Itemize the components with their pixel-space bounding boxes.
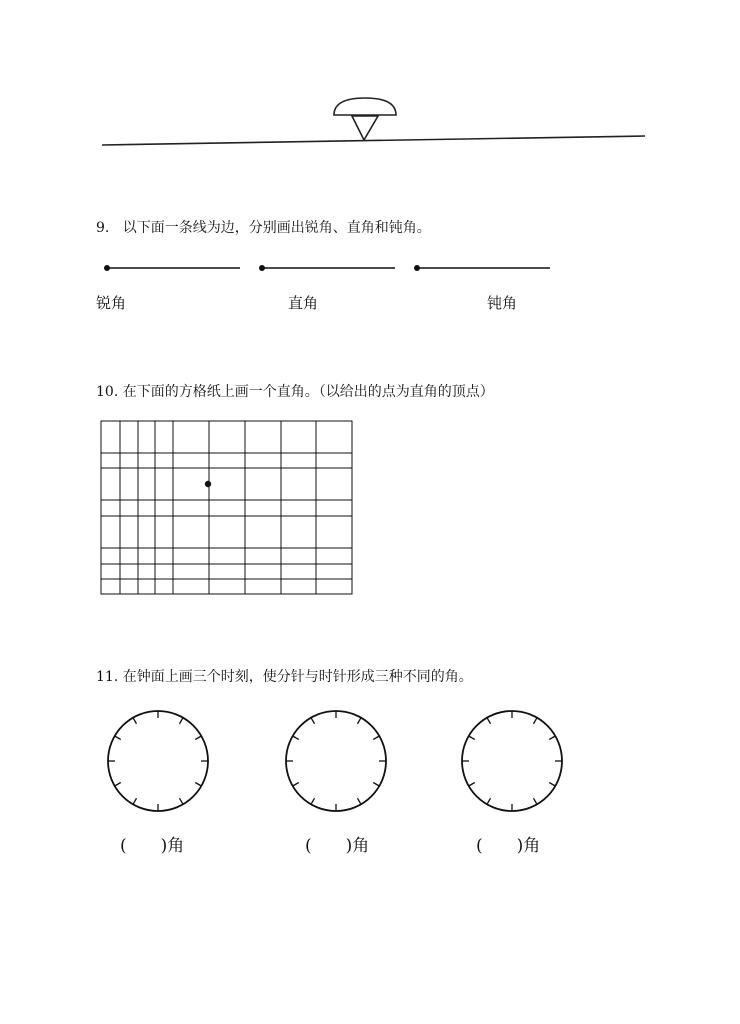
clock-tick [115, 783, 121, 787]
clock-dial [286, 711, 386, 811]
clock-tick [487, 798, 491, 804]
question-11 [96, 666, 473, 686]
clock-tick [549, 736, 555, 740]
question-9-text: 以下面一条线为边，分别画出锐角、直角和钝角。 [122, 220, 431, 236]
clock-tick [180, 718, 184, 724]
grid-border [101, 421, 352, 594]
horizontal-line [102, 136, 645, 145]
pin-head [334, 98, 396, 115]
clock-tick [293, 736, 299, 740]
clock-tick [293, 783, 299, 787]
pin-point [352, 116, 378, 140]
clock-dial [108, 711, 208, 811]
clock-face-1 [108, 711, 208, 811]
clock-tick [534, 718, 538, 724]
clock-tick [311, 798, 315, 804]
clock-tick [115, 736, 121, 740]
clock-tick [133, 798, 137, 804]
clock-faces [0, 700, 740, 820]
clock-dial [462, 711, 562, 811]
clock-2-answer-blank: ( )角 [305, 836, 370, 856]
question-9 [96, 217, 431, 237]
question-11-number: 11. [96, 669, 119, 685]
label-right-angle: 直角 [288, 294, 319, 312]
clock-tick [534, 798, 538, 804]
clock-tick [373, 736, 379, 740]
clock-tick [133, 718, 137, 724]
clock-tick [358, 718, 362, 724]
clock-tick [311, 718, 315, 724]
clock-3-answer-blank: ( )角 [476, 836, 541, 856]
clock-face-2 [286, 711, 386, 811]
question-9-number: 9. [96, 220, 110, 236]
clock-tick [373, 783, 379, 787]
clock-tick [195, 783, 201, 787]
clock-tick [195, 736, 201, 740]
clock-tick [487, 718, 491, 724]
question-11-text: 在钟面上画三个时刻，使分针与时针形成三种不同的角。 [122, 669, 473, 685]
clock-1-answer-blank: ( )角 [120, 836, 185, 856]
vertex-point [205, 481, 211, 487]
label-obtuse-angle: 钝角 [487, 294, 518, 312]
pin-on-line-figure [0, 0, 740, 180]
angle-base-rays [0, 255, 740, 295]
clock-face-3 [462, 711, 562, 811]
clock-tick [469, 736, 475, 740]
question-10-text: 在下面的方格纸上画一个直角。（以给出的点为直角的顶点） [122, 384, 494, 400]
question-10 [96, 381, 494, 401]
clock-tick [180, 798, 184, 804]
clock-tick [358, 798, 362, 804]
label-acute-angle: 锐角 [96, 294, 127, 312]
grid-paper [0, 410, 740, 600]
question-10-number: 10. [96, 384, 119, 400]
clock-tick [469, 783, 475, 787]
clock-tick [549, 783, 555, 787]
